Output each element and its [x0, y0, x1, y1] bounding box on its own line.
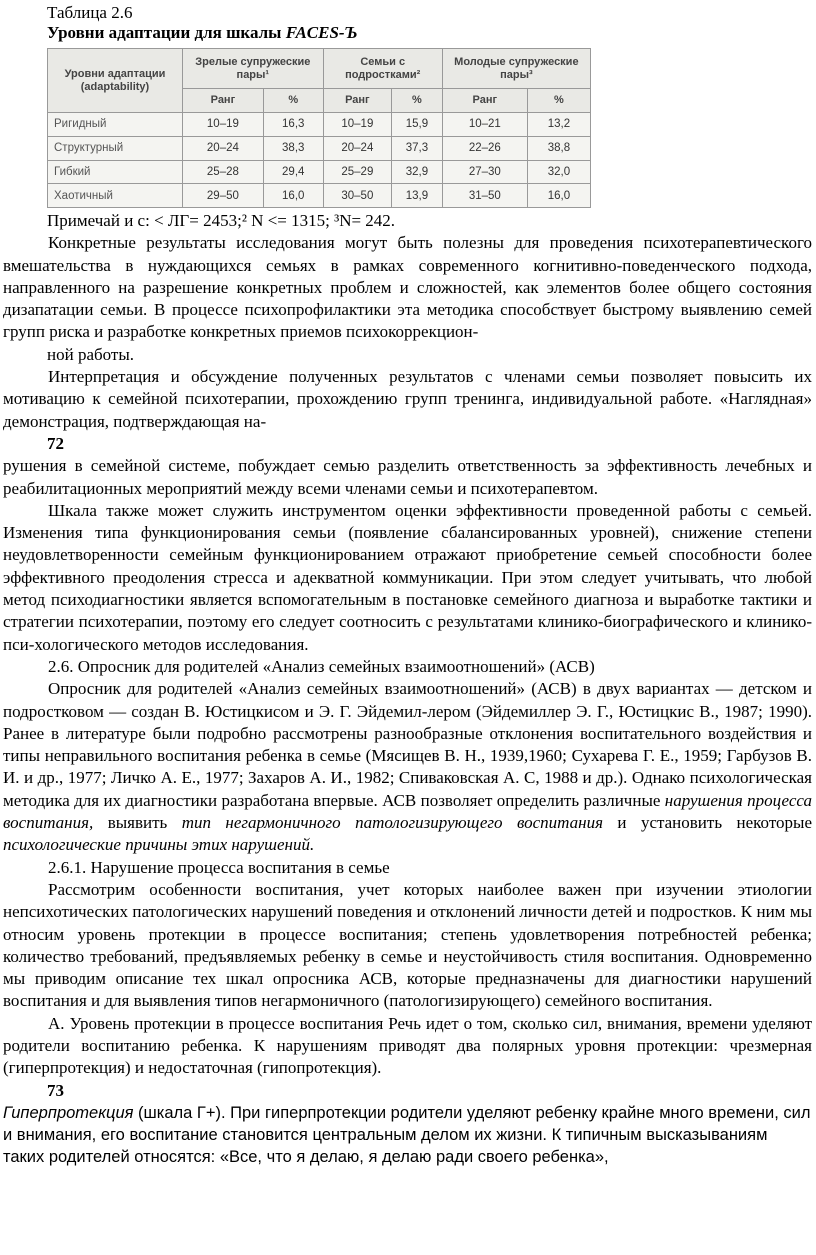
- row-header: Уровни адаптации (adaptability): [48, 49, 183, 113]
- paragraph: А. Уровень протекции в процессе воспитания Речь идет о том, сколько сил, внимания, времени уделяют родители воспитанию ребенка. К нарушениям приводят два полярных уровня протекции: чрезмерная (гиперпротекция) и недостаточная (гипопротекция).: [3, 1013, 812, 1078]
- table-cell: 10–21: [442, 113, 527, 137]
- sub-header: Ранг: [323, 89, 391, 113]
- table-row: [48, 160, 591, 184]
- table-cell: 29,4: [263, 160, 323, 184]
- table-title: [47, 22, 358, 44]
- row-label: Ригидный: [48, 113, 183, 137]
- sub-header: Ранг: [442, 89, 527, 113]
- table-cell: 38,3: [263, 136, 323, 160]
- table-cell: 31–50: [442, 184, 527, 208]
- page-number: 73: [47, 1080, 64, 1100]
- table-row: [48, 184, 591, 208]
- table-cell: 13,9: [392, 184, 443, 208]
- data-table: [47, 48, 591, 208]
- paragraph: рушения в семейной системе, побуждает семью разделить ответственность за эффективность лечебных и реабилитационных мероприятий между всеми членами семьи и психотерапевтом.: [3, 456, 812, 498]
- body-text: [0, 210, 816, 1169]
- group-header: Молодые супружеские пары³: [442, 49, 590, 89]
- paragraph: [0, 678, 816, 856]
- group-header: Зрелые супружеские пары¹: [183, 49, 324, 89]
- section-heading: 2.6.1. Нарушение процесса воспитания в семье: [48, 857, 390, 877]
- table-cell: 32,0: [527, 160, 590, 184]
- table-cell: 29–50: [183, 184, 264, 208]
- paragraph: [0, 1102, 816, 1169]
- paragraph: Рассмотрим особенности воспитания, учет которых наиболее важен при изучении этиологии непсихотических патологических нарушений поведения и отклонений личности детей и подростков. К ним мы относим уровень протекции в процессе воспитания; степень удовлетворения потребностей ребенка; количество требований, предъявляемых ребенку в семье и неустойчивость стиля воспитания. Одновременно мы приводим описание тех шкал опросника АСВ, которые предназначены для диагностики нарушений воспитания и для выявления типов негармоничного (патологизирующего) семейного воспитания.: [3, 879, 812, 1011]
- table-number: Таблица 2.6: [47, 3, 133, 22]
- table-title-text: Уровни адаптации для шкалы: [47, 23, 286, 42]
- table-cell: 16,3: [263, 113, 323, 137]
- italic-text: психологические причины этих нарушений.: [3, 835, 315, 855]
- paragraph-text: выявить: [93, 813, 182, 833]
- table-cell: 10–19: [183, 113, 264, 137]
- sub-header: %: [263, 89, 323, 113]
- italic-term: Гиперпротекция: [3, 1103, 134, 1122]
- table-cell: 10–19: [323, 113, 391, 137]
- table-cell: 25–29: [323, 160, 391, 184]
- row-label: Хаотичный: [48, 184, 183, 208]
- section-heading: 2.6. Опросник для родителей «Анализ семейных взаимоотношений» (АСВ): [48, 656, 595, 676]
- table-row: [48, 136, 591, 160]
- sub-header: %: [392, 89, 443, 113]
- paragraph: Интерпретация и обсуждение полученных результатов с членами семьи позволяет повысить их мотивацию к семейной психотерапии, прохождению групп тренинга, индивидуальной работе. «Наглядная» демонстрация, подтверждающая на-: [3, 367, 812, 431]
- adaptation-levels-table: [47, 48, 591, 208]
- paragraph: Шкала также может служить инструментом оценки эффективности проведенной работы с семьей. Изменения типа функционирования семьи (появление сбалансированных уровней), снижение степени неудовлетворенности семейным функционированием отражают приобретение семьей способности более эффективного преодоления стресса и адекватной коммуникации. При этом следует учитывать, что любой метод психодиагностики является вспомогательным в постановке семейного диагноза и выработке тактики и стратегии психотерапии, поэтому его следует соотносить с результатами клинико-биографического и клинико-пси-хологического методов исследования.: [3, 500, 812, 654]
- table-cell: 27–30: [442, 160, 527, 184]
- table-cell: 22–26: [442, 136, 527, 160]
- paragraph-text: (шкала Г+). При гиперпротекции родители уделяют ребенку крайне много времени, сил и внимания, его воспитание становится центральным делом их жизни. К типичным высказываниям таких родителей относятся: «Все, что я делаю, я делаю ради своего ребенка»,: [3, 1103, 811, 1167]
- table-cell: 13,2: [527, 113, 590, 137]
- table-cell: 32,9: [392, 160, 443, 184]
- italic-text: тип негармоничного патологизирующего воспитания: [181, 813, 603, 833]
- table-row: [48, 113, 591, 137]
- italic-text: нарушения процесса воспитания,: [3, 790, 812, 833]
- paragraph-text: Опросник для родителей «Анализ семейных взаимоотношений» (АСВ) в двух вариантах — детском и подростковом — создан В. Юстицкисом и Э. Г. Эйдемил-лером (Эйдемиллер Э. Г., Юстицкис В., 1987; 1990). Ранее в литературе были подробно рассмотрены разнообразные отклонения воспитательного воздействия и типы неправильного воспитания ребенка в семье (Мясищев В. Н., 1939,1960; Сухарева Г. Е., 1959; Гарбузов В. И. и др., 1977; Личко А. Е., 1977; Захаров А. И., 1982; Спиваковская А. С, 1988 и др.). Однако психологическая методика для их диагностики разработана впервые. АСВ позволяет определить различные: [3, 679, 812, 810]
- page-number: 72: [47, 433, 64, 453]
- table-title-scale: FACES-Ъ: [285, 23, 358, 42]
- table-cell: 30–50: [323, 184, 391, 208]
- sub-header: Ранг: [183, 89, 264, 113]
- table-cell: 25–28: [183, 160, 264, 184]
- table-cell: 15,9: [392, 113, 443, 137]
- table-cell: 37,3: [392, 136, 443, 160]
- paragraph: Конкретные результаты исследования могут быть полезны для проведения психотерапевтического вмешательства в нуждающихся семьях в рамках современного когнитивно-поведенческого подхода, направленного на разрешение конкретных проблем и сложностей, как элементов более общего состояния дизапатации семьи. В процессе психопрофилактики эта методика способствует быстрому выявлению семей групп риска и разработке конкретных приемов психокоррекцион-: [3, 233, 812, 342]
- paragraph-text: и установить некоторые: [603, 813, 812, 833]
- table-cell: 38,8: [527, 136, 590, 160]
- group-header: Семьи с подростками²: [323, 49, 442, 89]
- row-label: Гибкий: [48, 160, 183, 184]
- table-cell: 20–24: [183, 136, 264, 160]
- table-cell: 20–24: [323, 136, 391, 160]
- table-cell: 16,0: [527, 184, 590, 208]
- table-cell: 16,0: [263, 184, 323, 208]
- paragraph-continuation: ной работы.: [47, 344, 135, 364]
- sub-header: %: [527, 89, 590, 113]
- row-label: Структурный: [48, 136, 183, 160]
- table-note: Примечай и с: < ЛГ= 2453;² N <= 1315; ³N= 242.: [47, 211, 396, 230]
